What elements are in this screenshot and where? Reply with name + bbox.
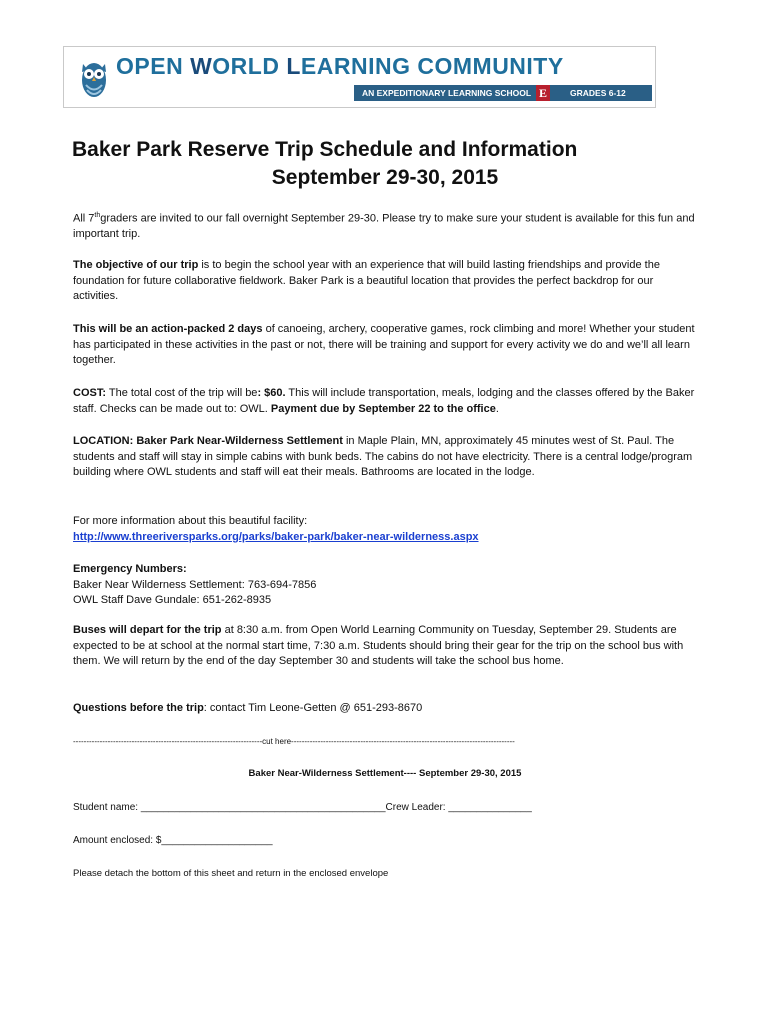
activities-paragraph: This will be an action-packed 2 days of canoeing, archery, cooperative games, rock climbing and more! Whether your student has participated in these activities in the past or not, there will be training and support for every activity we do and we’ll all learn together. [73, 323, 695, 366]
detach-instructions: Please detach the bottom of this sheet and return in the enclosed envelope [73, 868, 389, 879]
questions-paragraph: Questions before the trip: contact Tim Leone-Getten @ 651-293-8670 [73, 702, 423, 714]
cost-paragraph: COST: The total cost of the trip will be: $60. This will include transportation, meals, lodging and the classes offered by the Baker staff. Checks can be made out to: OWL. Payment due by September 22 to the office. [73, 387, 695, 415]
school-name: OPEN WORLD LEARNING COMMUNITY [116, 53, 564, 79]
objective-paragraph: The objective of our trip is to begin the school year with an experience that will build lasting friendships and provide the foundation for future collaborative fieldwork. Baker Park is a beautiful location that provides the perfect backdrop for our activities. [73, 259, 660, 302]
more-info-paragraph: For more information about this beautiful facility: http://www.threeriversparks.org/parks/baker-park/baker-near-wilderness.aspx [73, 515, 479, 543]
student-name-line: Student name: ____________________________________________Crew Leader: _______________ [73, 802, 532, 813]
facility-link[interactable]: http://www.threeriversparks.org/parks/baker-park/baker-near-wilderness.aspx [73, 530, 479, 543]
school-banner [63, 46, 656, 108]
slip-title: Baker Near-Wilderness Settlement---- September 29-30, 2015 [248, 768, 522, 779]
el-education-logo: E [536, 85, 550, 101]
grades-label: GRADES 6-12 [570, 88, 626, 98]
amount-enclosed-line: Amount enclosed: $____________________ [73, 835, 273, 846]
buses-paragraph: Buses will depart for the trip at 8:30 a.m. from Open World Learning Community on Tuesday, September 29. Students are expected to be at school at the normal start time, 7:30 a.m. Students should bring their gear for the trip on the school bus with them. We will return by the end of the day September 30 and students will take the school bus home. [73, 624, 684, 667]
document-title [72, 138, 698, 194]
title-line-2: September 29-30, 2015 [271, 166, 499, 189]
cut-line: -----------------------------------------------------------------------cut here------------------------------------------------------------------------------------ [73, 737, 515, 746]
title-line-1: Baker Park Reserve Trip Schedule and Information [72, 138, 578, 161]
location-paragraph: LOCATION: Baker Park Near-Wilderness Settlement in Maple Plain, MN, approximately 45 minutes west of St. Paul. The students and staff will stay in simple cabins with bunk beds. The cabins do not have electricity. There is a central lodge/program building where OWL students and staff will eat their meals. Bathrooms are located in the lodge. [73, 435, 693, 478]
owl-icon [79, 52, 109, 102]
emergency-numbers: Emergency Numbers: Baker Near Wilderness Settlement: 763-694-7856 OWL Staff Dave Gundale: 651-262-8935 [73, 563, 317, 606]
school-tagline-bar [354, 85, 652, 101]
expeditionary-label: AN EXPEDITIONARY LEARNING SCHOOL [362, 88, 532, 98]
intro-paragraph: All 7thgraders are invited to our fall overnight September 29-30. Please try to make sure your student is available for this fun and important trip. [73, 212, 695, 241]
